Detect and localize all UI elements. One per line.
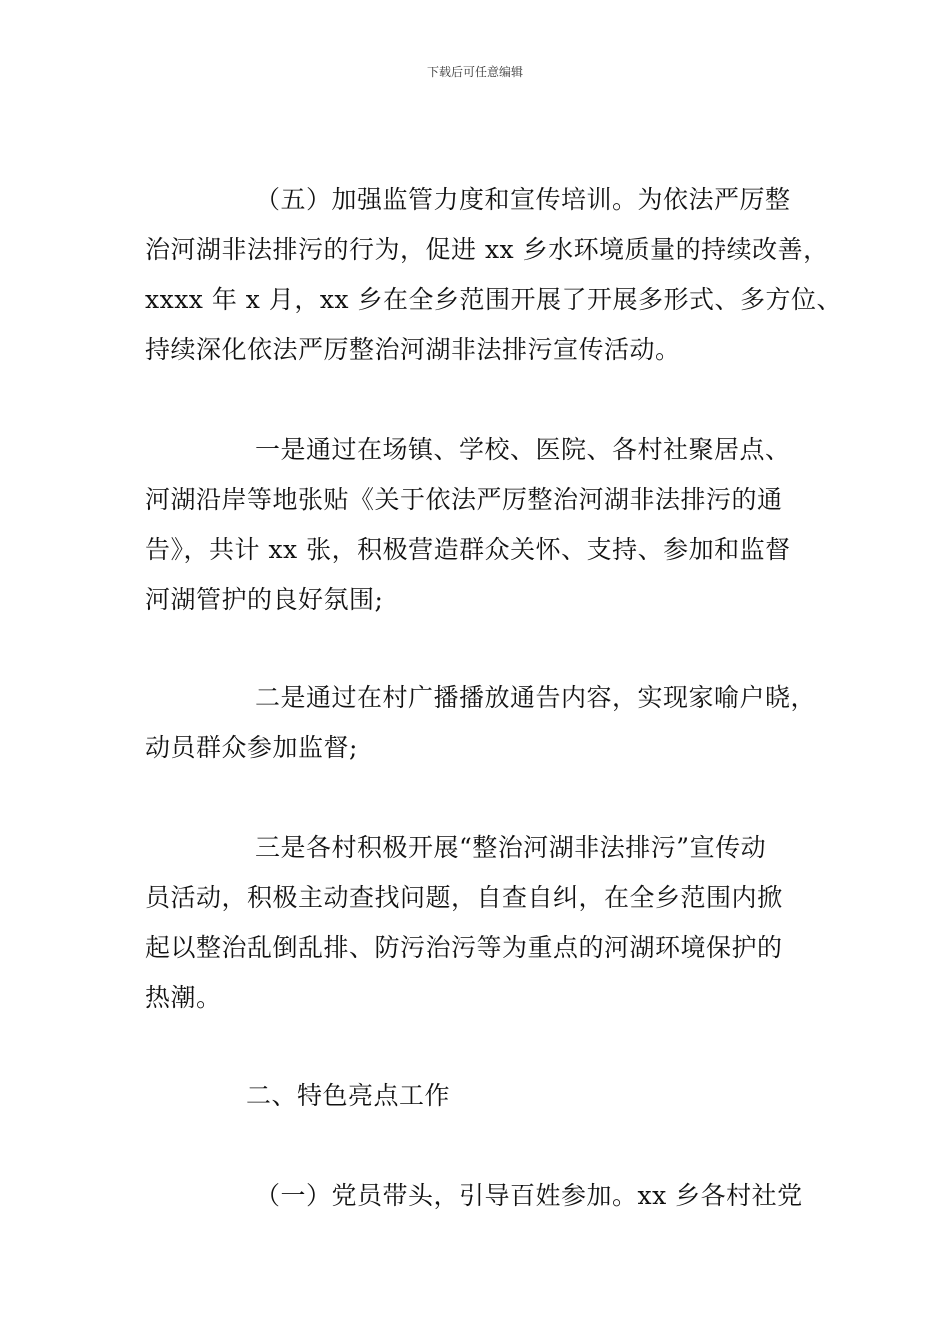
text-line: xxxx 年 x 月，xx 乡在全乡范围开展了开展多形式、多方位、: [145, 285, 842, 314]
text-line: 河湖管护的良好氛围;: [145, 585, 384, 614]
text-line: （一）党员带头，引导百姓参加。xx 乡各村社党: [255, 1181, 803, 1210]
text-line: 热潮。: [145, 983, 222, 1012]
text-line: 持续深化依法严厉整治河湖非法排污宣传活动。: [145, 335, 681, 364]
text-line: 起以整治乱倒乱排、防污治污等为重点的河湖环境保护的: [145, 933, 783, 962]
text-line: 告》，共计 xx 张，积极营造群众关怀、支持、参加和监督: [145, 535, 791, 564]
text-line: 动员群众参加监督;: [145, 733, 358, 762]
text-line: 治河湖非法排污的行为，促进 xx 乡水环境质量的持续改善，: [145, 235, 829, 264]
text-line: 一是通过在场镇、学校、医院、各村社聚居点、: [255, 435, 791, 464]
text-line: 员活动，积极主动查找问题，自查自纠，在全乡范围内掀: [145, 883, 783, 912]
text-line: 河湖沿岸等地张贴《关于依法严厉整治河湖非法排污的通: [145, 485, 783, 514]
text-line: 二是通过在村广播播放通告内容，实现家喻户晓，: [255, 683, 817, 712]
text-line: 三是各村积极开展“整治河湖非法排污”宣传动: [255, 833, 767, 862]
text-line: （五）加强监管力度和宣传培训。为依法严厉整: [255, 185, 791, 214]
heading-line: 二、特色亮点工作: [246, 1081, 451, 1110]
page-header-note: 下载后可任意编辑: [426, 65, 523, 79]
